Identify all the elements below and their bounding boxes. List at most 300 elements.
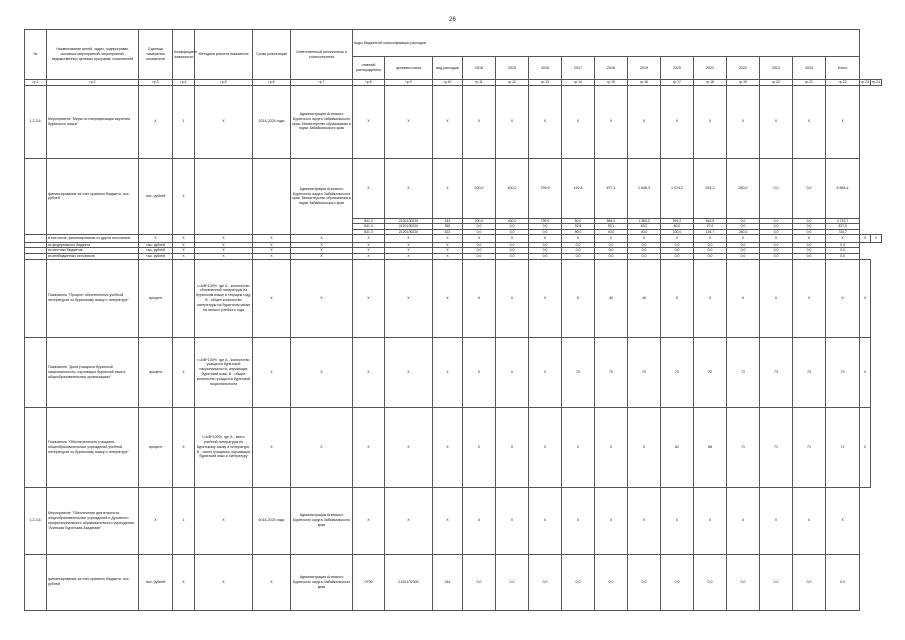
column-number: гр.2 [47, 80, 139, 86]
value-cell: X [529, 259, 562, 337]
page-number: 26 [449, 17, 456, 23]
value-cell: 0,0 [562, 242, 595, 248]
indicator-name: Показатель "Процент обеспеченных учебной литературой по бурятскому языку и литературе" [47, 259, 139, 337]
hdr-year: 2018 [463, 57, 496, 80]
value-cell: 40,0 [628, 229, 661, 235]
hdr-kbk-vr: вид расходов [433, 57, 463, 80]
value-cell: 73 [826, 337, 860, 407]
unit-cell: процент [139, 337, 173, 407]
value-cell: X [694, 235, 727, 243]
value-cell: 70 [595, 337, 628, 407]
value-cell: X [595, 235, 628, 243]
row-number [25, 235, 47, 243]
value-cell: 0,0 [760, 248, 793, 254]
value-cell: X [628, 235, 661, 243]
value-cell: X [529, 235, 562, 243]
value-cell: 0,0 [727, 224, 760, 230]
value-cell: X [353, 158, 385, 218]
value-cell: X [826, 259, 860, 337]
value-cell: 0,0 [793, 242, 826, 248]
value-cell: 71 [727, 407, 760, 487]
coef-cell: X [173, 337, 195, 407]
hdr-unit: Единица измерения показателя [139, 30, 173, 80]
value-cell: 914,2 [694, 158, 727, 218]
unit-cell: тыс. рублей [139, 554, 173, 610]
value-cell: X [195, 242, 253, 248]
value-cell: 60,0 [661, 224, 694, 230]
value-cell: X [291, 254, 353, 260]
hdr-term: Сроки реализации [253, 30, 291, 80]
value-cell: X [433, 259, 463, 337]
value-cell: 62 [661, 407, 694, 487]
value-cell: X [139, 235, 173, 243]
column-number: гр.9 [385, 80, 433, 86]
value-cell: 200,0 [463, 218, 496, 224]
value-cell: 915,2 [661, 218, 694, 224]
value-cell: 0,0 [529, 254, 562, 260]
value-cell: 0,0 [727, 218, 760, 224]
value-cell: X [628, 487, 661, 554]
value-cell: X [433, 242, 463, 248]
value-cell: 0,0 [529, 224, 562, 230]
column-number: гр.24 [872, 80, 880, 84]
budget-table [24, 29, 882, 611]
value-cell: X [826, 235, 860, 243]
value-cell: X [694, 85, 727, 158]
hdr-kbk-gr: главный распорядитель [353, 57, 385, 80]
value-cell: 70 [661, 337, 694, 407]
row-number [25, 259, 47, 337]
value-cell: 0,0 [529, 248, 562, 254]
value-cell: X [529, 337, 562, 407]
method-cell: X [195, 85, 253, 158]
value-cell: X [463, 85, 496, 158]
value-cell: 0,0 [727, 242, 760, 248]
value-cell: X [562, 235, 595, 243]
hdr-coef: Коэффициент значимости [173, 30, 195, 80]
value-cell: X [496, 85, 529, 158]
hdr-year: 2024 [793, 57, 826, 80]
column-number: гр.6 [253, 80, 291, 86]
row-number [25, 407, 47, 487]
row-number [25, 554, 47, 610]
value-cell: 71 [760, 407, 793, 487]
value-cell: 0,0 [760, 229, 793, 235]
method-cell: I=A/B*100%, где А - количество обновленной литературы на бурятском языке в текущем году, В - общее количество литературы на бурятском языке на начало учебного года [195, 259, 253, 337]
value-cell: X [433, 248, 463, 254]
value-cell: X [860, 235, 871, 243]
value-cell: X [253, 407, 291, 487]
value-cell: 0,0 [694, 254, 727, 260]
coef-cell: 1 [173, 487, 195, 554]
value-cell: X [173, 254, 195, 260]
term-cell: 2014-2024 годы [253, 85, 291, 158]
method-cell: I=A/B*100%, где А - количество учащихся бурятской национальности, изучающих бурятский язык, В - общее количество учащихся бурятской национальности [195, 337, 253, 407]
term-cell [253, 158, 291, 235]
value-cell: 0,0 [760, 158, 793, 218]
value-cell: X [760, 487, 793, 554]
hdr-num: № [25, 30, 47, 80]
value-cell: 0,0 [628, 242, 661, 248]
value-cell: X [433, 487, 463, 554]
value-cell: 72 [694, 337, 727, 407]
financing-name: финансирование за счет краевого бюджета, тыс. рублей [47, 158, 139, 235]
value-cell: 0,0 [562, 554, 595, 610]
coef-cell: X [173, 407, 195, 487]
value-cell: 0,0 [529, 229, 562, 235]
value-cell: 0,0 [661, 254, 694, 260]
value-cell: 841,3 [353, 224, 385, 230]
hdr-kbk-cs: целевая статья [385, 57, 433, 80]
value-cell: 260,0 [727, 158, 760, 218]
value-cell: 70 [628, 337, 661, 407]
value-cell: 73 [760, 337, 793, 407]
value-cell: X [385, 248, 433, 254]
indicator-name: Показатель "Обеспеченность учащихся общеобразовательных учреждений учебной литературой по бурятскому языку и литературе" [47, 407, 139, 487]
value-cell: 0,0 [727, 254, 760, 260]
value-cell: 0,0 [628, 254, 661, 260]
hdr-year: 2022 [727, 57, 760, 80]
value-cell: X [760, 235, 793, 243]
column-number: гр.12 [496, 80, 529, 86]
value-cell: 0,0 [595, 248, 628, 254]
value-cell: 68 [694, 407, 727, 487]
value-cell: X [385, 259, 433, 337]
value-cell: 0,0 [463, 254, 496, 260]
column-number: гр.10 [433, 80, 463, 86]
hdr-kbk: Коды бюджетной классификации расходов [353, 30, 860, 57]
column-number: гр.5 [195, 80, 253, 86]
unit-cell: процент [139, 259, 173, 337]
coef-cell [173, 259, 195, 337]
value-cell: 0,0 [694, 248, 727, 254]
value-cell: 0,0 [760, 242, 793, 248]
column-number: гр.15 [595, 80, 628, 86]
value-cell: 0,0 [463, 229, 496, 235]
column-number: гр.11 [463, 80, 496, 86]
value-cell: 1 383,3 [628, 218, 661, 224]
value-cell: 642,5 [694, 218, 727, 224]
value-cell: 0,0 [496, 224, 529, 230]
value-cell: X [661, 259, 694, 337]
value-cell: 21201Л2300 [385, 554, 433, 610]
value-cell: 0,0 [628, 554, 661, 610]
coef-cell: X [173, 158, 195, 235]
hdr-year: 2017 [562, 57, 595, 80]
responsible-cell: Администрация Агинского Бурятского округа Забайкальского края [291, 487, 353, 554]
value-cell: X [385, 337, 433, 407]
source-name: из местных бюджетов [47, 248, 139, 254]
value-cell: X [463, 487, 496, 554]
value-cell: 0,0 [463, 248, 496, 254]
value-cell: 0,0 [595, 554, 628, 610]
value-cell: 0,0 [496, 248, 529, 254]
source-name: из федерального бюджета [47, 242, 139, 248]
value-cell: 0,0 [727, 248, 760, 254]
value-cell: 27,0 [694, 224, 727, 230]
value-cell: 1 646,3 [628, 158, 661, 218]
value-cell: X [529, 407, 562, 487]
value-cell: 192,8 [562, 158, 595, 218]
value-cell: 4 742,7 [826, 218, 860, 224]
value-cell: X [727, 85, 760, 158]
value-cell: X [385, 242, 433, 248]
column-number: гр.16 [628, 80, 661, 86]
value-cell: X [463, 337, 496, 407]
value-cell: 0,0 [826, 242, 860, 248]
value-cell: X [826, 487, 860, 554]
value-cell: 93,1 [595, 224, 628, 230]
value-cell: X [291, 235, 353, 243]
value-cell: X [433, 85, 463, 158]
row-number: 1.2.3.5. [25, 85, 47, 158]
value-cell: X [385, 487, 433, 554]
value-cell: X [385, 254, 433, 260]
responsible-cell: Администрация Агинского Бурятского округа Забайкальского края, Министерство образования и науки Забайкальского края [291, 158, 353, 235]
value-cell: X [385, 85, 433, 158]
value-cell: X [496, 337, 529, 407]
value-cell: 0,0 [463, 554, 496, 610]
value-cell: X [562, 487, 595, 554]
source-name: из внебюджетных источников [47, 254, 139, 260]
hdr-year: 2023 [760, 57, 793, 80]
value-cell: 50,0 [562, 229, 595, 235]
value-cell: 0,0 [727, 554, 760, 610]
method-cell: I=A/B*100%, где А - всего учебной литературы по бурятскому языку и литературе, В - число учащихся, изучающих бурятский язык и литературу [195, 407, 253, 487]
value-cell: X [195, 254, 253, 260]
hdr-method: Методика расчета показателя [195, 30, 253, 80]
value-cell: X [353, 242, 385, 248]
value-cell: 63,2 [628, 224, 661, 230]
value-cell: X [173, 242, 195, 248]
value-cell: 92,8 [562, 224, 595, 230]
value-cell: X [760, 259, 793, 337]
value-cell: 40 [595, 259, 628, 337]
row-number [25, 158, 47, 235]
value-cell: 799,9 [529, 158, 562, 218]
value-cell: X [694, 259, 727, 337]
value-cell: X [628, 85, 661, 158]
value-cell: 584,0 [595, 218, 628, 224]
value-cell: 0,0 [562, 254, 595, 260]
value-cell: X [353, 85, 385, 158]
hdr-year: 2018 [595, 57, 628, 80]
value-cell: X [562, 259, 595, 337]
value-cell: X [727, 259, 760, 337]
value-cell: 244 [433, 554, 463, 610]
value-cell: X [562, 85, 595, 158]
value-cell: X [529, 85, 562, 158]
value-cell: X [195, 235, 253, 243]
financing-name: финансирование за счет краевого бюджета, тыс. рублей [47, 554, 139, 610]
value-cell: 841,3 [353, 218, 385, 224]
value-cell: X [562, 407, 595, 487]
value-cell: 73 [793, 337, 826, 407]
activity-name: Мероприятие "Меры по популяризации изучения бурятского языка" [47, 85, 139, 158]
value-cell: X [463, 235, 496, 243]
unit-cell: тыс. рублей [139, 158, 173, 235]
value-cell: X [353, 259, 385, 337]
value-cell: 0,0 [826, 554, 860, 610]
value-cell: 799,9 [529, 218, 562, 224]
value-cell: 50,0 [562, 218, 595, 224]
column-number: гр.13 [529, 80, 562, 86]
value-cell: X [694, 487, 727, 554]
value-cell: 0,0 [760, 224, 793, 230]
unit-cell: процент [139, 407, 173, 487]
value-cell: 0,0 [793, 218, 826, 224]
column-number: гр.17 [661, 80, 694, 86]
value-cell: X [291, 242, 353, 248]
value-cell: 0,0 [793, 229, 826, 235]
unit-cell: тыс. рублей [139, 254, 173, 260]
hdr-year: 2019 [628, 57, 661, 80]
value-cell: 5 864,4 [826, 158, 860, 218]
value-cell: X [496, 235, 529, 243]
value-cell: X [793, 85, 826, 158]
value-cell: X [385, 235, 433, 243]
value-cell: X [793, 487, 826, 554]
value-cell: X [253, 254, 291, 260]
value-cell: 0,0 [793, 158, 826, 218]
value-cell: 0,0 [496, 254, 529, 260]
value-cell: X [760, 85, 793, 158]
value-cell: X [860, 407, 871, 487]
value-cell: X [385, 158, 433, 218]
value-cell: 0,0 [661, 242, 694, 248]
value-cell: X [291, 407, 353, 487]
value-cell: 0,0 [463, 224, 496, 230]
hdr-total: Итого [826, 57, 860, 80]
value-cell: 21201Л0220 [385, 224, 433, 230]
value-cell: 0,0 [760, 554, 793, 610]
value-cell: X [860, 259, 871, 337]
responsible-cell: Администрация Агинского Бурятского округа Забайкальского края, Министерство образования и науки Забайкальского края [291, 85, 353, 158]
hdr-year: 2019 [496, 57, 529, 80]
column-number: гр.7 [291, 80, 353, 86]
value-cell: X [291, 248, 353, 254]
value-cell: 0,0 [562, 248, 595, 254]
value-cell: 0,0 [529, 554, 562, 610]
value-cell: 70 [562, 337, 595, 407]
value-cell: 0,0 [661, 554, 694, 610]
value-cell: 400,0 [496, 158, 529, 218]
value-cell: X [595, 85, 628, 158]
value-cell: X [195, 248, 253, 254]
column-number: гр.22 [826, 80, 860, 86]
method-cell [195, 158, 253, 235]
value-cell: X [353, 235, 385, 243]
value-cell: X [353, 254, 385, 260]
hdr-name: Наименование целей, задач, подпрограмм, основных мероприятий, мероприятий, ведомственных целевых программ, показателей [47, 30, 139, 80]
value-cell: X [463, 259, 496, 337]
value-cell: 0,0 [694, 554, 727, 610]
responsible-cell: Администрация Агинского Бурятского округа Забайкальского края [291, 554, 353, 610]
value-cell: X [253, 242, 291, 248]
value-cell: 71 [793, 407, 826, 487]
value-cell: 0,0 [793, 248, 826, 254]
value-cell: 0,0 [595, 254, 628, 260]
value-cell: 72 [727, 337, 760, 407]
value-cell: X [353, 248, 385, 254]
unit-cell: X [139, 85, 173, 158]
value-cell: X [860, 337, 871, 407]
value-cell: 0,0 [463, 242, 496, 248]
value-cell: 0,0 [760, 218, 793, 224]
value-cell: X [433, 235, 463, 243]
value-cell: X [871, 235, 882, 243]
column-number: гр.21 [793, 80, 826, 86]
value-cell: 21201Л0220 [385, 218, 433, 224]
value-cell: X [433, 407, 463, 487]
value-cell: X [826, 85, 860, 158]
value-cell: X [661, 487, 694, 554]
hdr-year: 2016 [529, 57, 562, 80]
value-cell: 260,0 [727, 229, 760, 235]
value-cell: 0,0 [496, 242, 529, 248]
coef-cell: X [173, 554, 195, 610]
column-number: гр.8 [353, 80, 385, 86]
value-cell: 0,0 [496, 229, 529, 235]
value-cell: X [253, 259, 291, 337]
value-cell: X [173, 248, 195, 254]
value-cell: X [727, 235, 760, 243]
value-cell: 40 [628, 259, 661, 337]
method-cell: X [195, 487, 253, 554]
coef-cell: 1 [173, 85, 195, 158]
unit-cell: тыс. рублей [139, 248, 173, 254]
term-cell: 2014-2024 годы [253, 487, 291, 554]
value-cell: X [595, 407, 628, 487]
value-cell: 0,0 [694, 242, 727, 248]
value-cell: 0,0 [793, 224, 826, 230]
value-cell: 244 [433, 218, 463, 224]
column-number: гр.23 [861, 80, 869, 84]
row-number [25, 337, 47, 407]
value-cell: X [793, 259, 826, 337]
column-number: гр.4 [173, 80, 195, 86]
term-cell: X [253, 554, 291, 610]
value-cell: 40,0 [595, 229, 628, 235]
value-cell: X [727, 487, 760, 554]
value-cell: 100,0 [661, 229, 694, 235]
value-cell: X [253, 337, 291, 407]
value-cell: X [433, 158, 463, 218]
value-cell: X [253, 235, 291, 243]
value-cell: 734,7 [826, 229, 860, 235]
indicator-name: Показатель "Доля учащихся бурятской национальности, изучающих бурятский язык в общеобразовательных организациях" [47, 337, 139, 407]
value-cell: 841,3 [353, 229, 385, 235]
value-cell: 200,0 [463, 158, 496, 218]
value-cell: 0,0 [628, 248, 661, 254]
value-cell: 677,1 [595, 158, 628, 218]
column-number: гр.14 [562, 80, 595, 86]
activity-name: Мероприятие "Обеспечение деятельности общеобразовательных учреждений и Духовного профессионального образовательного учреждения "Агинская Бурятская Академия" [47, 487, 139, 554]
value-cell: 0,0 [529, 242, 562, 248]
value-cell: X [496, 259, 529, 337]
value-cell: X [353, 407, 385, 487]
value-cell: 350 [433, 224, 463, 230]
column-number: гр.18 [694, 80, 727, 86]
column-number: гр.19 [727, 80, 760, 86]
unit-cell: тыс. рублей [139, 242, 173, 248]
value-cell: 337,0 [826, 224, 860, 230]
value-cell: 0,0 [826, 248, 860, 254]
value-cell: X [291, 259, 353, 337]
value-cell: X [661, 85, 694, 158]
method-cell: X [195, 554, 253, 610]
value-cell: X [595, 487, 628, 554]
